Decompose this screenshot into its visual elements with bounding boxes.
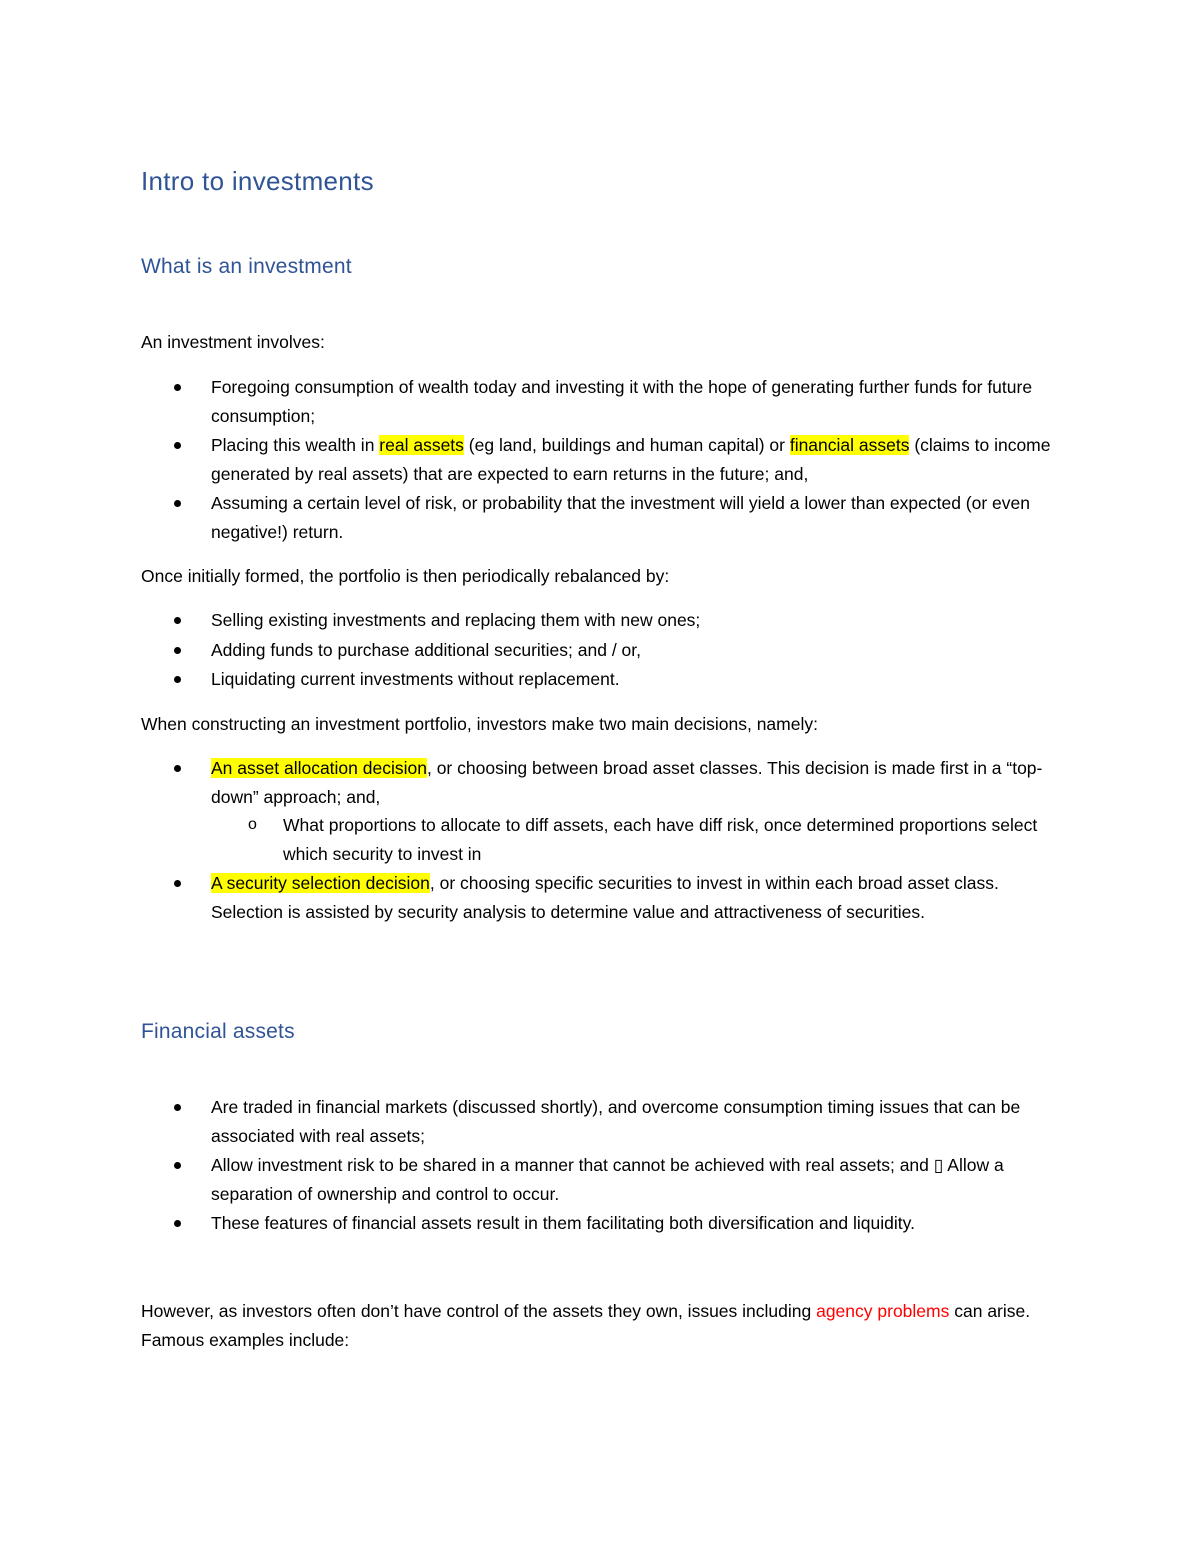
highlight-financial-assets: financial assets <box>789 435 910 455</box>
list-item: Adding funds to purchase additional securities; and / or, <box>141 636 1070 665</box>
bullet-icon <box>174 500 181 507</box>
bullet-icon <box>174 1104 181 1111</box>
bullet-icon <box>174 880 181 887</box>
highlight-security-selection: A security selection decision <box>211 873 430 893</box>
circle-bullet-icon: o <box>248 816 257 833</box>
sublist-item: o What proportions to allocate to diff assets, each have diff risk, once determined proportions select which security to invest in <box>211 811 1070 868</box>
bullet-icon <box>174 1220 181 1227</box>
emphasis-agency-problems: agency problems <box>816 1301 950 1321</box>
list-item: Liquidating current investments without replacement. <box>141 665 1070 694</box>
heading-financial-assets: Financial assets <box>141 1020 295 1043</box>
list-rebalance <box>141 606 1070 695</box>
list-item: Placing this wealth in real assets (eg land, buildings and human capital) or financial assets (claims to income generated by real assets) that are expected to earn returns in the future; and, <box>141 431 1070 488</box>
paragraph-agency-problems: However, as investors often don’t have control of the assets they own, issues including agency problems can arise. Famous examples include: <box>141 1301 1031 1350</box>
bullet-icon <box>174 765 181 772</box>
list-financial-assets <box>141 1093 1070 1239</box>
bullet-icon <box>174 676 181 683</box>
bullet-icon <box>174 647 181 654</box>
list-item: Foregoing consumption of wealth today and investing it with the hope of generating further funds for future consumption; <box>141 373 1070 430</box>
list-item: An asset allocation decision, or choosing between broad asset classes. This decision is made first in a “top-down” approach; and, o What proportions to allocate to diff assets, each have diff risk, once determined proportions select which security to invest in <box>141 754 1070 868</box>
list-investment-involves <box>141 373 1070 547</box>
heading-what-is-an-investment: What is an investment <box>141 255 352 278</box>
bullet-icon <box>174 1162 181 1169</box>
paragraph-decisions-intro: When constructing an investment portfolio, investors make two main decisions, namely: <box>141 714 818 734</box>
paragraph-rebalance-intro: Once initially formed, the portfolio is then periodically rebalanced by: <box>141 566 670 586</box>
sublist-asset-allocation <box>211 811 1070 868</box>
highlight-asset-allocation: An asset allocation decision <box>211 758 427 778</box>
bullet-icon <box>174 442 181 449</box>
document-title: Intro to investments <box>141 166 374 196</box>
list-decisions <box>141 754 1070 927</box>
bullet-icon <box>174 617 181 624</box>
list-item: Assuming a certain level of risk, or probability that the investment will yield a lower than expected (or even negative!) return. <box>141 489 1070 546</box>
bullet-icon <box>174 384 181 391</box>
list-item: Allow investment risk to be shared in a manner that cannot be achieved with real assets; and ▯ Allow a separation of ownership and control to occur. <box>141 1151 1070 1208</box>
list-item: Selling existing investments and replacing them with new ones; <box>141 606 1070 635</box>
list-item: These features of financial assets result in them facilitating both diversification and liquidity. <box>141 1209 1070 1238</box>
list-item: Are traded in financial markets (discussed shortly), and overcome consumption timing issues that can be associated with real assets; <box>141 1093 1070 1150</box>
list-item: A security selection decision, or choosing specific securities to invest in within each broad asset class. Selection is assisted by security analysis to determine value and attractiveness of securities. <box>141 869 1070 926</box>
paragraph-involves-intro: An investment involves: <box>141 332 325 352</box>
highlight-real-assets: real assets <box>379 435 464 455</box>
